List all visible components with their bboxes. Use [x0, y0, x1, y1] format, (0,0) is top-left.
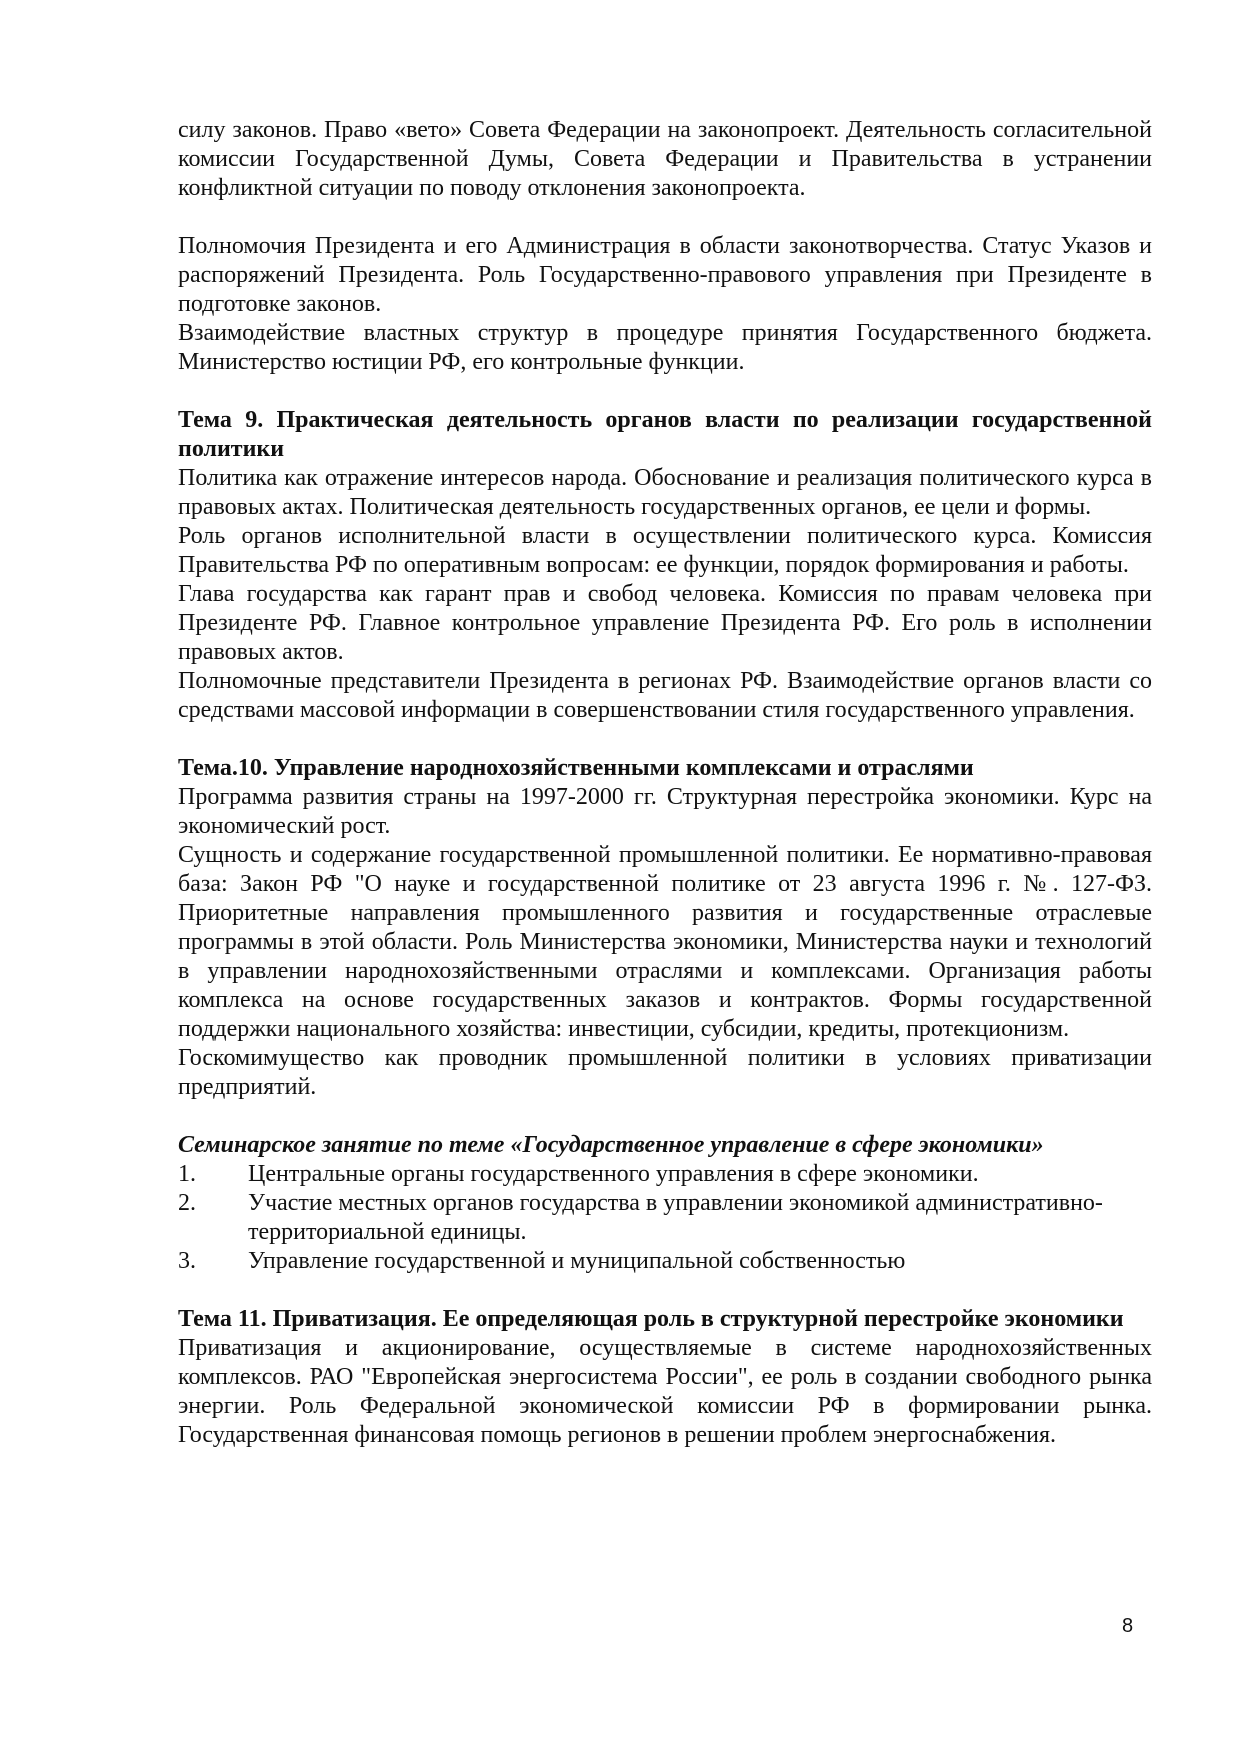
list-item-text: Центральные органы государственного управления в сфере экономики.: [248, 1161, 979, 1187]
seminar-list: [178, 1160, 1152, 1276]
list-item: [178, 1247, 1152, 1276]
intro-paragraph: силу законов. Право «вето» Совета Федерации на законопроект. Деятельность согласительной комиссии Государственной Думы, Совета Федерации и Правительства в устранении конфликтной ситуации по поводу отклонения законопроекта.: [178, 117, 1152, 201]
topic-9-heading: Тема 9. Практическая деятельность органов власти по реализации государственной политики: [178, 407, 1152, 462]
topic-10-paragraph: Программа развития страны на 1997-2000 гг. Структурная перестройка экономики. Курс на экономический рост.: [178, 784, 1152, 839]
paragraph-gap: [178, 1276, 1152, 1305]
intro-paragraph: Полномочия Президента и его Администрация в области законотворчества. Статус Указов и распоряжений Президента. Роль Государственно-правового управления при Президенте в подготовке законов.: [178, 233, 1152, 317]
list-item-number: 2.: [178, 1190, 196, 1216]
list-item: [178, 1160, 1152, 1189]
topic-9-paragraph: Политика как отражение интересов народа. Обоснование и реализация политического курса в правовых актах. Политическая деятельность государственных органов, ее цели и формы.: [178, 465, 1152, 520]
paragraph-gap: [178, 377, 1152, 406]
topic-10-paragraph: Госкомимущество как проводник промышленной политики в условиях приватизации предприятий.: [178, 1045, 1152, 1100]
topic-9-paragraph: Роль органов исполнительной власти в осуществлении политического курса. Комиссия Правительства РФ по оперативным вопросам: ее функции, порядок формирования и работы.: [178, 523, 1152, 578]
topic-11-heading: Тема 11. Приватизация. Ее определяющая роль в структурной перестройке экономики: [178, 1306, 1124, 1332]
page-content: [178, 116, 1152, 1450]
list-item-text: Участие местных органов государства в управлении экономикой административно-территориальной единицы.: [248, 1190, 1103, 1245]
list-item-text: Управление государственной и муниципальной собственностью: [248, 1248, 906, 1274]
paragraph-gap: [178, 203, 1152, 232]
page-number: 8: [1122, 1615, 1134, 1637]
list-item: [178, 1189, 1152, 1247]
seminar-heading: Семинарское занятие по теме «Государственное управление в сфере экономики»: [178, 1132, 1044, 1158]
topic-10-heading: Тема.10. Управление народнохозяйственными комплексами и отраслями: [178, 755, 974, 781]
intro-paragraph: Взаимодействие властных структур в процедуре принятия Государственного бюджета. Министерство юстиции РФ, его контрольные функции.: [178, 320, 1152, 375]
list-item-number: 1.: [178, 1161, 196, 1187]
paragraph-gap: [178, 725, 1152, 754]
topic-10-paragraph: Сущность и содержание государственной промышленной политики. Ее нормативно-правовая база: Закон РФ "О науке и государственной политике от 23 августа 1996 г. №. 127-ФЗ. Приоритетные направления промышленного развития и государственные отраслевые программы в этой области. Роль Министерства экономики, Министерства науки и технологий в управлении народнохозяйственными отраслями и комплексами. Организация работы комплекса на основе государственных заказов и контрактов. Формы государственной поддержки национального хозяйства: инвестиции, субсидии, кредиты, протекционизм.: [178, 842, 1152, 1042]
paragraph-gap: [178, 1102, 1152, 1131]
topic-11-paragraph: Приватизация и акционирование, осуществляемые в системе народнохозяйственных комплексов. РАО "Европейская энергосистема России", ее роль в создании свободного рынка энергии. Роль Федеральной экономической комиссии РФ в формировании рынка. Государственная финансовая помощь регионов в решении проблем энергоснабжения.: [178, 1335, 1152, 1448]
topic-9-paragraph: Глава государства как гарант прав и свобод человека. Комиссия по правам человека при Президенте РФ. Главное контрольное управление Президента РФ. Его роль в исполнении правовых актов.: [178, 581, 1152, 665]
topic-9-paragraph: Полномочные представители Президента в регионах РФ. Взаимодействие органов власти со средствами массовой информации в совершенствовании стиля государственного управления.: [178, 668, 1152, 723]
list-item-number: 3.: [178, 1248, 196, 1274]
